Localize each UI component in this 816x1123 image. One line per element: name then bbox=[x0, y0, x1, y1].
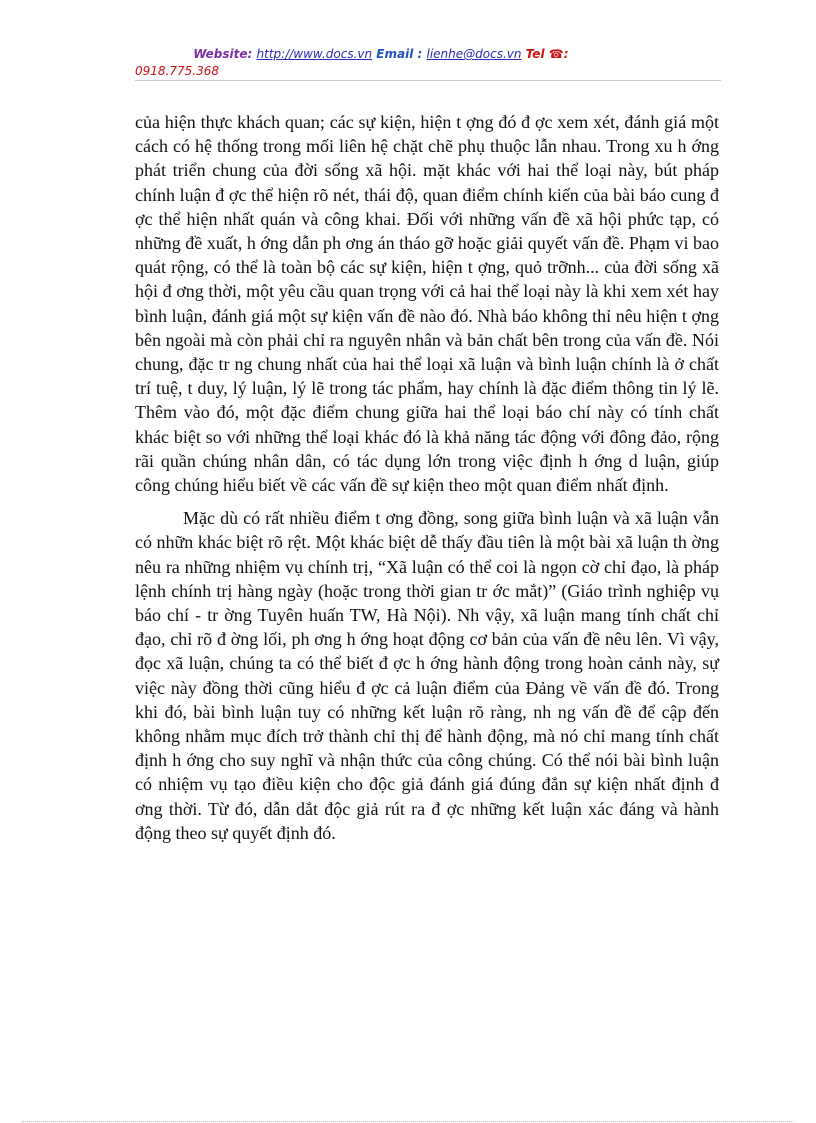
website-label: Website: bbox=[193, 47, 253, 61]
footer-divider bbox=[22, 1121, 794, 1122]
page-header bbox=[135, 46, 725, 63]
header-divider bbox=[135, 80, 721, 81]
phone-number: 0918.775.368 bbox=[135, 64, 219, 78]
email-link[interactable]: lienhe@docs.vn bbox=[426, 47, 522, 61]
paragraph-1: của hiện thực khách quan; các sự kiện, hiện t ợng đó đ ợc xem xét, đánh giá một cách có hệ thống trong mối liên hệ chặt chẽ phụ thuộc lẫn nhau. Trong xu h ớng phát triển chung của đời sống xã hội. mặt khác với hai thể loại này, bút pháp chính luận đ ợc thể hiện rõ nét, thái độ, quan điểm chính kiến của bài báo cung đ ợc thể hiện nhất quán và công khai. Đối với những vấn đề xã hội phức tạp, có những đề xuất, h ớng dẫn ph ơng án tháo gỡ hoặc giải quyết vấn đề. Phạm vi bao quát rộng, có thể là toàn bộ các sự kiện, hiện t ợng, quỏ trỡnh... của đời sống xã hội đ ơng thời, một yêu cầu quan trọng với cả hai thể loại này là khi xem xét hay bình luận, đánh giá một sự kiện vấn đề nào đó. Nhà báo không thỉ nêu hiện t ợng bên ngoài mà còn phải chỉ ra nguyên nhân và bản chất bên trong của vấn đề. Nói chung, đặc tr ng chung nhất của hai thể loại xã luận và bình luận chính là ở chất trí tuệ, t duy, lý luận, lý lẽ trong tác phẩm, hay chính là đặc điểm thông tin lý lẽ. Thêm vào đó, một đặc điểm chung giữa hai thể loại báo chí này có tính chất khác biệt so với những thể loại khác đó là khả năng tác động với đông đảo, rộng rãi quần chúng nhân dân, có tác dụng lớn trong việc định h ớng d luận, giúp công chúng hiểu biết về các vấn đề sự kiện theo một quan điểm nhất định. bbox=[135, 112, 719, 496]
email-label: Email : bbox=[376, 47, 423, 61]
tel-label: Tel ☎: bbox=[525, 47, 569, 61]
paragraph-2: Mặc dù có rất nhiều điểm t ơng đồng, song giữa bình luận và xã luận vẫn có nhữn khác biệt rõ rệt. Một khác biệt dễ thấy đầu tiên là một bài xã luận th ờng nêu ra những nhiệm vụ chính trị, “Xã luận có thể coi là ngọn cờ chỉ đạo, là pháp lệnh chính trị hàng ngày (hoặc trong thời gian tr ớc mắt)” (Giáo trình nghiệp vụ báo chí - tr ờng Tuyên huấn TW, Hà Nội). Nh vậy, xã luận mang tính chất chỉ đạo, chỉ rõ đ ờng lối, ph ơng h ớng hoạt động cơ bản của vấn đề nêu lên. Vì vậy, đọc xã luận, chúng ta có thể biết đ ợc h ớng hành động trong hoàn cảnh này, sự việc này đồng thời cũng hiểu đ ợc cả luận điểm của Đảng về vấn đề đó. Trong khi đó, bài bình luận tuy có những kết luận rõ ràng, nh ng vấn đề để cập đến không nhằm mục đích trở thành chỉ thị để hành động, mà nó chỉ mang tính chất định h ớng cho suy nghĩ và nhận thức của công chúng. Có thể nói bài bình luận có nhiệm vụ tạo điều kiện cho độc giả đánh giá đúng đắn sự kiện nhất định đ ơng thời. Từ đó, dẫn dắt độc giả rút ra đ ợc những kết luận xác đáng và hành động theo sự quyết định đó. bbox=[135, 508, 719, 843]
body-text bbox=[135, 110, 719, 845]
website-link[interactable]: http://www.docs.vn bbox=[256, 47, 373, 61]
